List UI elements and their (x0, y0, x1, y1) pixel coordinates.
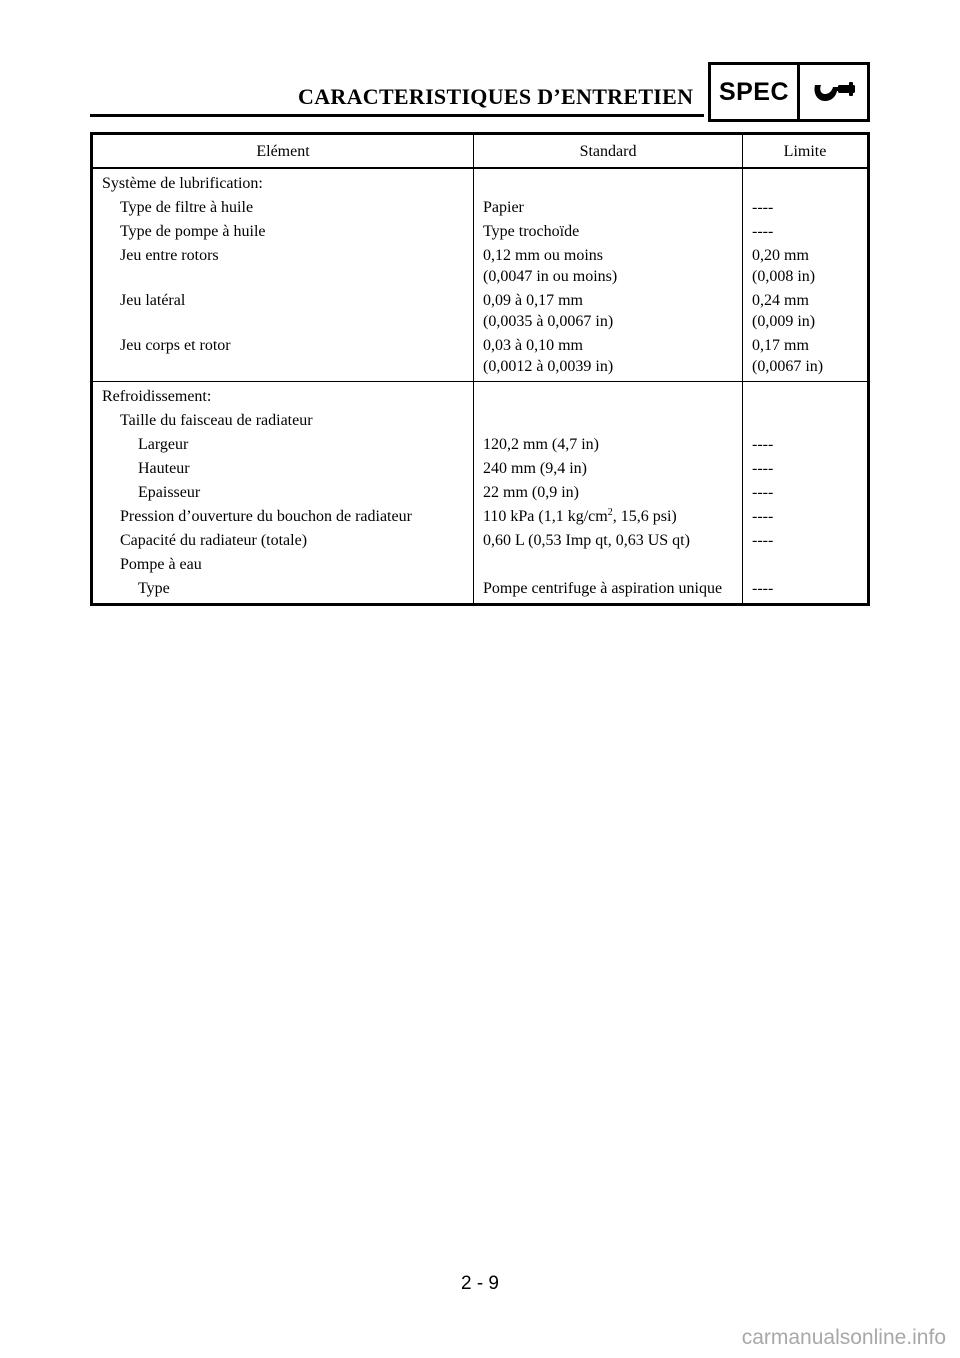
cell-limit (743, 334, 869, 382)
cell-standard (474, 289, 743, 334)
cell-element: Hauteur (138, 460, 190, 477)
column-header-standard: Standard (474, 134, 743, 169)
cell-limit: ---- (743, 457, 869, 481)
value-metric: 0,12 mm ou moins (483, 247, 604, 264)
subsection-heading: Taille du faisceau de radiateur (120, 412, 313, 429)
value-imperial: (0,0067 in) (752, 358, 824, 375)
value-text: , 15,6 psi) (612, 508, 677, 525)
cell-element: Largeur (138, 436, 189, 453)
cell-standard: Pompe centrifuge à aspiration unique (474, 577, 743, 605)
value-metric: 0,24 mm (752, 292, 809, 309)
value-metric: 0,20 mm (752, 247, 809, 264)
table-row (92, 577, 869, 605)
cell-limit: ---- (743, 529, 869, 553)
cell-element: Epaisseur (138, 484, 201, 501)
section-heading: Système de lubrification: (102, 175, 263, 192)
cell-standard: 22 mm (0,9 in) (474, 481, 743, 505)
table-row (92, 457, 869, 481)
table-row (92, 529, 869, 553)
page-number: 2 - 9 (460, 1273, 500, 1294)
spec-badge (708, 62, 870, 122)
table-row (92, 505, 869, 529)
page-title: CARACTERISTIQUES D’ENTRETIEN (298, 84, 694, 109)
table-row (92, 168, 869, 196)
cell-limit (743, 168, 869, 196)
cell-limit (743, 382, 869, 409)
cell-limit: ---- (743, 220, 869, 244)
table-row (92, 334, 869, 382)
value-imperial: (0,009 in) (752, 313, 816, 330)
table-row (92, 289, 869, 334)
table-row (92, 382, 869, 409)
cell-limit: ---- (743, 196, 869, 220)
cell-standard (474, 334, 743, 382)
cell-element: Pression d’ouverture du bouchon de radiateur (120, 508, 412, 525)
cell-standard: 0,60 L (0,53 Imp qt, 0,63 US qt) (474, 529, 743, 553)
cell-element: Type de filtre à huile (120, 199, 254, 216)
subsection-heading: Pompe à eau (120, 556, 202, 573)
table-row (92, 220, 869, 244)
table-row (92, 553, 869, 577)
cell-standard (474, 505, 743, 529)
cell-standard (474, 553, 743, 577)
cell-standard: 240 mm (9,4 in) (474, 457, 743, 481)
cell-element: Jeu corps et rotor (120, 337, 231, 354)
value-imperial: (0,0012 à 0,0039 in) (483, 358, 614, 375)
header-rule (90, 114, 704, 117)
section-heading: Refroidissement: (92, 382, 474, 409)
table-row (92, 409, 869, 433)
specifications-table (90, 132, 870, 606)
cell-standard (474, 382, 743, 409)
value-imperial: (0,0035 à 0,0067 in) (483, 313, 614, 330)
cell-limit: ---- (743, 481, 869, 505)
value-metric: 0,03 à 0,10 mm (483, 337, 583, 354)
value-imperial: (0,0047 in ou moins) (483, 268, 618, 285)
value-metric: 0,09 à 0,17 mm (483, 292, 583, 309)
cell-element: Type de pompe à huile (120, 223, 266, 240)
table-row (92, 196, 869, 220)
cell-limit: ---- (743, 505, 869, 529)
value-text: 110 kPa (1,1 kg/cm (483, 508, 608, 525)
value-imperial: (0,008 in) (752, 268, 816, 285)
cell-element: Jeu latéral (120, 292, 186, 309)
column-header-element: Elément (92, 134, 474, 169)
cell-element: Jeu entre rotors (120, 247, 219, 264)
cell-limit: ---- (743, 577, 869, 605)
table-row (92, 433, 869, 457)
cell-limit: ---- (743, 433, 869, 457)
spec-label: SPEC (711, 65, 800, 119)
superscript: 2 (607, 507, 613, 518)
table-row (92, 244, 869, 289)
value-metric: 0,17 mm (752, 337, 809, 354)
cell-standard (474, 409, 743, 433)
cell-limit (743, 244, 869, 289)
cell-standard (474, 168, 743, 196)
table-row (92, 481, 869, 505)
cell-element: Type (138, 580, 170, 597)
cell-element: Capacité du radiateur (totale) (120, 532, 308, 549)
cell-standard (474, 244, 743, 289)
cell-limit (743, 409, 869, 433)
table-header-row (92, 134, 869, 169)
wrench-icon (800, 65, 867, 119)
cell-standard: 120,2 mm (4,7 in) (474, 433, 743, 457)
cell-standard: Papier (474, 196, 743, 220)
cell-limit (743, 289, 869, 334)
cell-standard: Type trochoïde (474, 220, 743, 244)
column-header-limit: Limite (743, 134, 869, 169)
watermark: carmanualsonline.info (741, 1326, 946, 1349)
cell-limit (743, 553, 869, 577)
